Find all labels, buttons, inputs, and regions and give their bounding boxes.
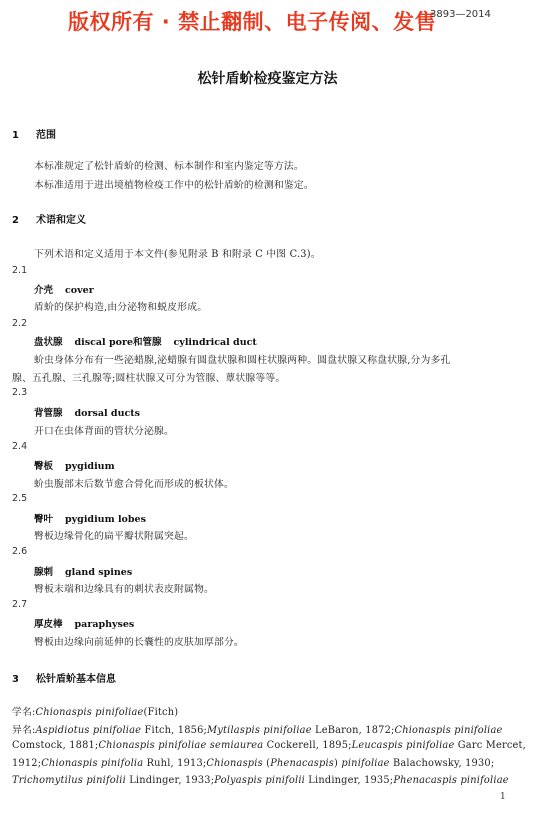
term-cn: 背管腺 <box>34 408 63 419</box>
section-2-heading <box>12 211 86 226</box>
taxon-name: Polyaspis pinifolii <box>214 775 305 786</box>
synonym-text: Lindinger, 1935; <box>304 775 394 786</box>
clause-number: 2.1 <box>12 265 28 276</box>
term-heading <box>34 405 140 419</box>
paragraph: 下列术语和定义适用于本文件(参见附录 B 和附录 C 中图 C.3)。 <box>34 249 321 260</box>
term-cn: 厚皮棒 <box>34 619 63 630</box>
taxon-name: Chionaspis pinifoliae <box>394 725 503 736</box>
section-number: 2 <box>12 215 19 226</box>
sci-author: (Fitch) <box>143 707 179 718</box>
term-heading <box>34 616 134 630</box>
term-cn: 盘状腺 <box>34 337 63 348</box>
document-title: 松针盾蚧检疫鉴定方法 <box>197 71 338 87</box>
term-cn-joiner: 和管腺 <box>133 337 162 348</box>
page-number: 1 <box>500 792 506 802</box>
term-definition: 蚧虫身体分布有一些泌蜡腺,泌蜡腺有圆盘状腺和圆柱状腺两种。圆盘状腺又称盘状腺,分为多孔 <box>34 355 451 366</box>
term-heading <box>34 511 146 525</box>
clause-number: 2.2 <box>12 318 28 329</box>
term-heading <box>34 334 257 348</box>
synonym-text: ( <box>262 758 271 769</box>
term-en: discal pore <box>74 337 133 348</box>
clause-number: 2.7 <box>12 599 28 610</box>
copyright-watermark: 版权所有 · 禁止翻制、电子传阅、发售 <box>68 10 437 34</box>
standard-code: 3893—2014 <box>430 9 491 20</box>
section-3-heading <box>12 670 116 685</box>
synonym-line <box>12 740 526 751</box>
term-definition: 盾蚧的保护构造,由分泌物和蜕皮形成。 <box>34 302 208 313</box>
paragraph: 本标准规定了松针盾蚧的检测、标本制作和室内鉴定等方法。 <box>34 161 304 172</box>
clause-number: 2.5 <box>12 493 28 504</box>
synonym-text: 1912; <box>12 758 42 769</box>
section-title: 术语和定义 <box>36 215 86 226</box>
taxon-name: Leucaspis pinifoliae <box>351 740 455 751</box>
taxon-name: pinifoliae <box>341 758 390 769</box>
term-cn: 臀叶 <box>34 514 54 525</box>
section-title: 范围 <box>36 130 56 141</box>
term-definition: 开口在虫体背面的管状分泌腺。 <box>34 426 174 437</box>
clause-number: 2.3 <box>12 387 28 398</box>
synonym-line <box>12 775 509 786</box>
section-1-heading <box>12 126 56 141</box>
term-heading <box>34 458 115 472</box>
section-title: 松针盾蚧基本信息 <box>36 674 116 685</box>
taxon-name: Phenacaspis pinifoliae <box>393 775 509 786</box>
term-definition: 臀板末端和边缘具有的刺状表皮附属物。 <box>34 584 214 595</box>
synonym-text: 异名: <box>12 725 36 736</box>
term-en: pygidium lobes <box>65 514 146 525</box>
synonym-line <box>12 758 494 769</box>
term-en: pygidium <box>65 461 115 472</box>
paragraph: 本标准适用于进出境植物检疫工作中的松针盾蚧的检测和鉴定。 <box>34 180 314 191</box>
term-cn: 腺刺 <box>34 567 54 578</box>
term-definition: 蚧虫腹部末后数节愈合骨化而形成的板状体。 <box>34 479 234 490</box>
taxon-name: Trichomytilus pinifolii <box>12 775 126 786</box>
term-definition: 臀板边缘骨化的扁平瓣状附属突起。 <box>34 531 194 542</box>
term-cn: 介壳 <box>34 285 54 296</box>
term-definition-cont: 腺、五孔腺、三孔腺等;圆柱状腺又可分为管腺、蕈状腺等等。 <box>12 373 286 384</box>
clause-number: 2.4 <box>12 441 28 452</box>
term-en: gland spines <box>65 567 133 578</box>
term-cn: 臀板 <box>34 461 54 472</box>
taxon-name: Chionaspis pinifoliae semiaurea <box>98 740 264 751</box>
synonym-text: Ruhl, 1913; <box>143 758 207 769</box>
term-heading <box>34 282 94 296</box>
synonym-text: Lindinger, 1933; <box>125 775 215 786</box>
taxon-name: Aspidiotus pinifoliae <box>35 725 142 736</box>
synonym-text: ) <box>334 758 342 769</box>
synonym-text: Garc Mercet, <box>454 740 526 751</box>
sci-label: 学名: <box>12 707 36 718</box>
synonym-text: Fitch, 1856; <box>141 725 208 736</box>
taxon-name: Phenacaspis <box>270 758 335 769</box>
term-en: paraphyses <box>74 619 135 630</box>
synonym-text: Comstock, 1881; <box>12 740 99 751</box>
taxon-name: Chionaspis <box>206 758 263 769</box>
synonym-text: Cockerell, 1895; <box>263 740 352 751</box>
term-en-2: cylindrical duct <box>173 337 257 348</box>
scientific-name <box>12 704 178 718</box>
section-number: 1 <box>12 130 19 141</box>
synonym-text: LeBaron, 1872; <box>311 725 395 736</box>
term-definition: 臀板由边缘向前延伸的长囊性的皮肤加厚部分。 <box>34 637 244 648</box>
taxon-name: Chionaspis pinifolia <box>41 758 144 769</box>
sci-name: Chionaspis pinifoliae <box>35 707 144 718</box>
section-number: 3 <box>12 674 19 685</box>
taxon-name: Mytilaspis pinifoliae <box>207 725 312 736</box>
term-en: dorsal ducts <box>74 408 140 419</box>
synonym-line <box>12 722 503 736</box>
term-en: cover <box>65 285 94 296</box>
term-heading <box>34 564 132 578</box>
clause-number: 2.6 <box>12 546 28 557</box>
synonym-text: Balachowsky, 1930; <box>389 758 495 769</box>
